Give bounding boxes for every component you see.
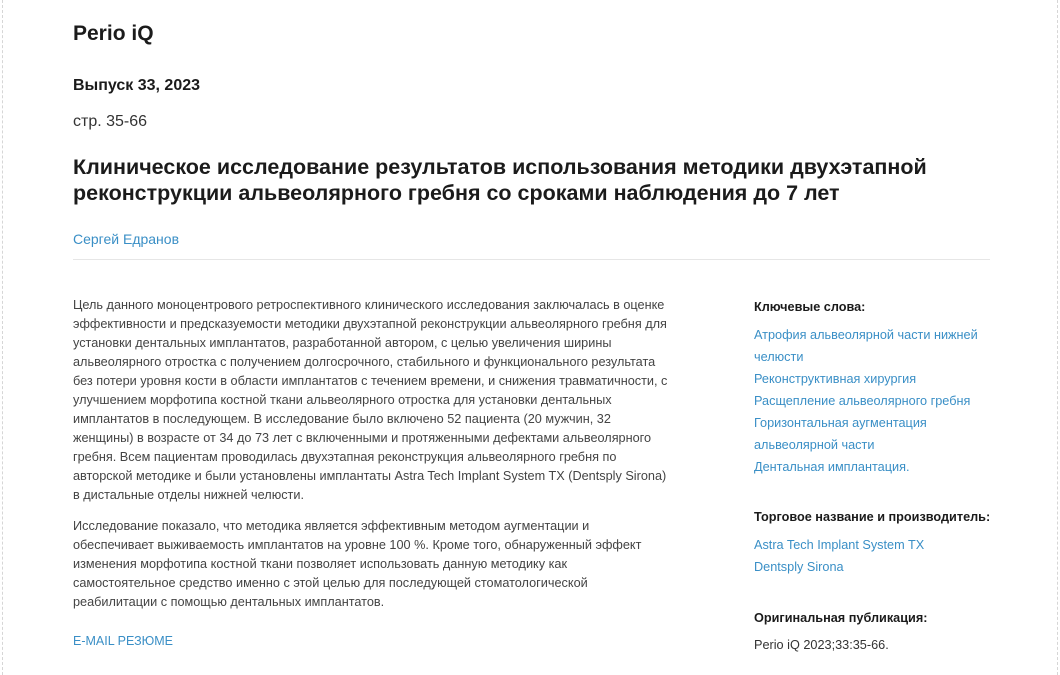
article-title: Клиническое исследование результатов использования методики двухэтапной реконструкции альвеолярного гребня со сроками наблюдения до 7 лет: [73, 155, 927, 205]
abstract: [73, 296, 673, 624]
issue-label: Выпуск 33, 2023: [73, 77, 201, 94]
abstract-paragraph: Цель данного моноцентрового ретроспективного клинического исследования заключалась в оценке эффективности и предсказуемости методики двухэтапной реконструкции альвеолярного гребня для установки дентальных имплантатов, разработанной автором, с целью увеличения ширины альвеолярного отростка с получением долгосрочного, стабильного и функционального результата без потери уровня кости в области имплантатов с течением времени, и снижения травматичности, с улучшением морфотипа костной ткани альвеолярного отростка для установки дентальных имплантатов в последующем. В исследование было включено 52 пациента (20 мужчин, 32 женщины) в возрасте от 34 до 73 лет с включенными и протяженными дефектами альвеолярного гребня. Всем пациентам проводилась двухэтапная реконструкция альвеолярного гребня по авторской методике и были установлены имплантаты Astra Tech Implant System TX (Dentsply Sirona) в дистальные отделы нижней челюсти.: [73, 298, 668, 502]
keywords-heading: Ключевые слова:: [754, 300, 866, 314]
keyword-link[interactable]: Атрофия альвеолярной части нижней челюсти: [754, 328, 978, 364]
keywords-list: [754, 324, 994, 478]
trade-block: [754, 508, 994, 578]
original-heading: Оригинальная публикация:: [754, 611, 928, 625]
trade-list: [754, 534, 994, 578]
trade-link[interactable]: Astra Tech Implant System TX: [754, 538, 925, 552]
original-publication-block: [754, 609, 994, 655]
abstract-paragraph: Исследование показало, что методика является эффективным методом аугментации и обеспечивает выживаемость имплантатов на уровне 100 %. Кроме того, обнаруженный эффект изменения морфотипа костной ткани позволяет использовать данную методику как самостоятельное средство именно с этой целью для последующей стоматологической реабилитации с помощью дентальных имплантатов.: [73, 519, 642, 609]
keyword-link[interactable]: Дентальная имплантация.: [754, 460, 910, 474]
journal-title: Perio iQ: [73, 22, 154, 45]
keywords-block: [754, 298, 994, 478]
divider: [73, 259, 990, 260]
trade-link[interactable]: Dentsply Sirona: [754, 560, 844, 574]
original-publication-text: Perio iQ 2023;33:35-66.: [754, 638, 889, 652]
trade-heading: Торговое название и производитель:: [754, 510, 991, 524]
issue-pages: стр. 35-66: [73, 113, 148, 130]
keyword-link[interactable]: Горизонтальная аугментация альвеолярной части: [754, 416, 927, 452]
author-link[interactable]: Сергей Едранов: [73, 231, 180, 247]
email-abstract-link[interactable]: E-MAIL РЕЗЮМЕ: [73, 634, 174, 648]
keyword-link[interactable]: Расщепление альвеолярного гребня: [754, 394, 971, 408]
keyword-link[interactable]: Реконструктивная хирургия: [754, 372, 917, 386]
